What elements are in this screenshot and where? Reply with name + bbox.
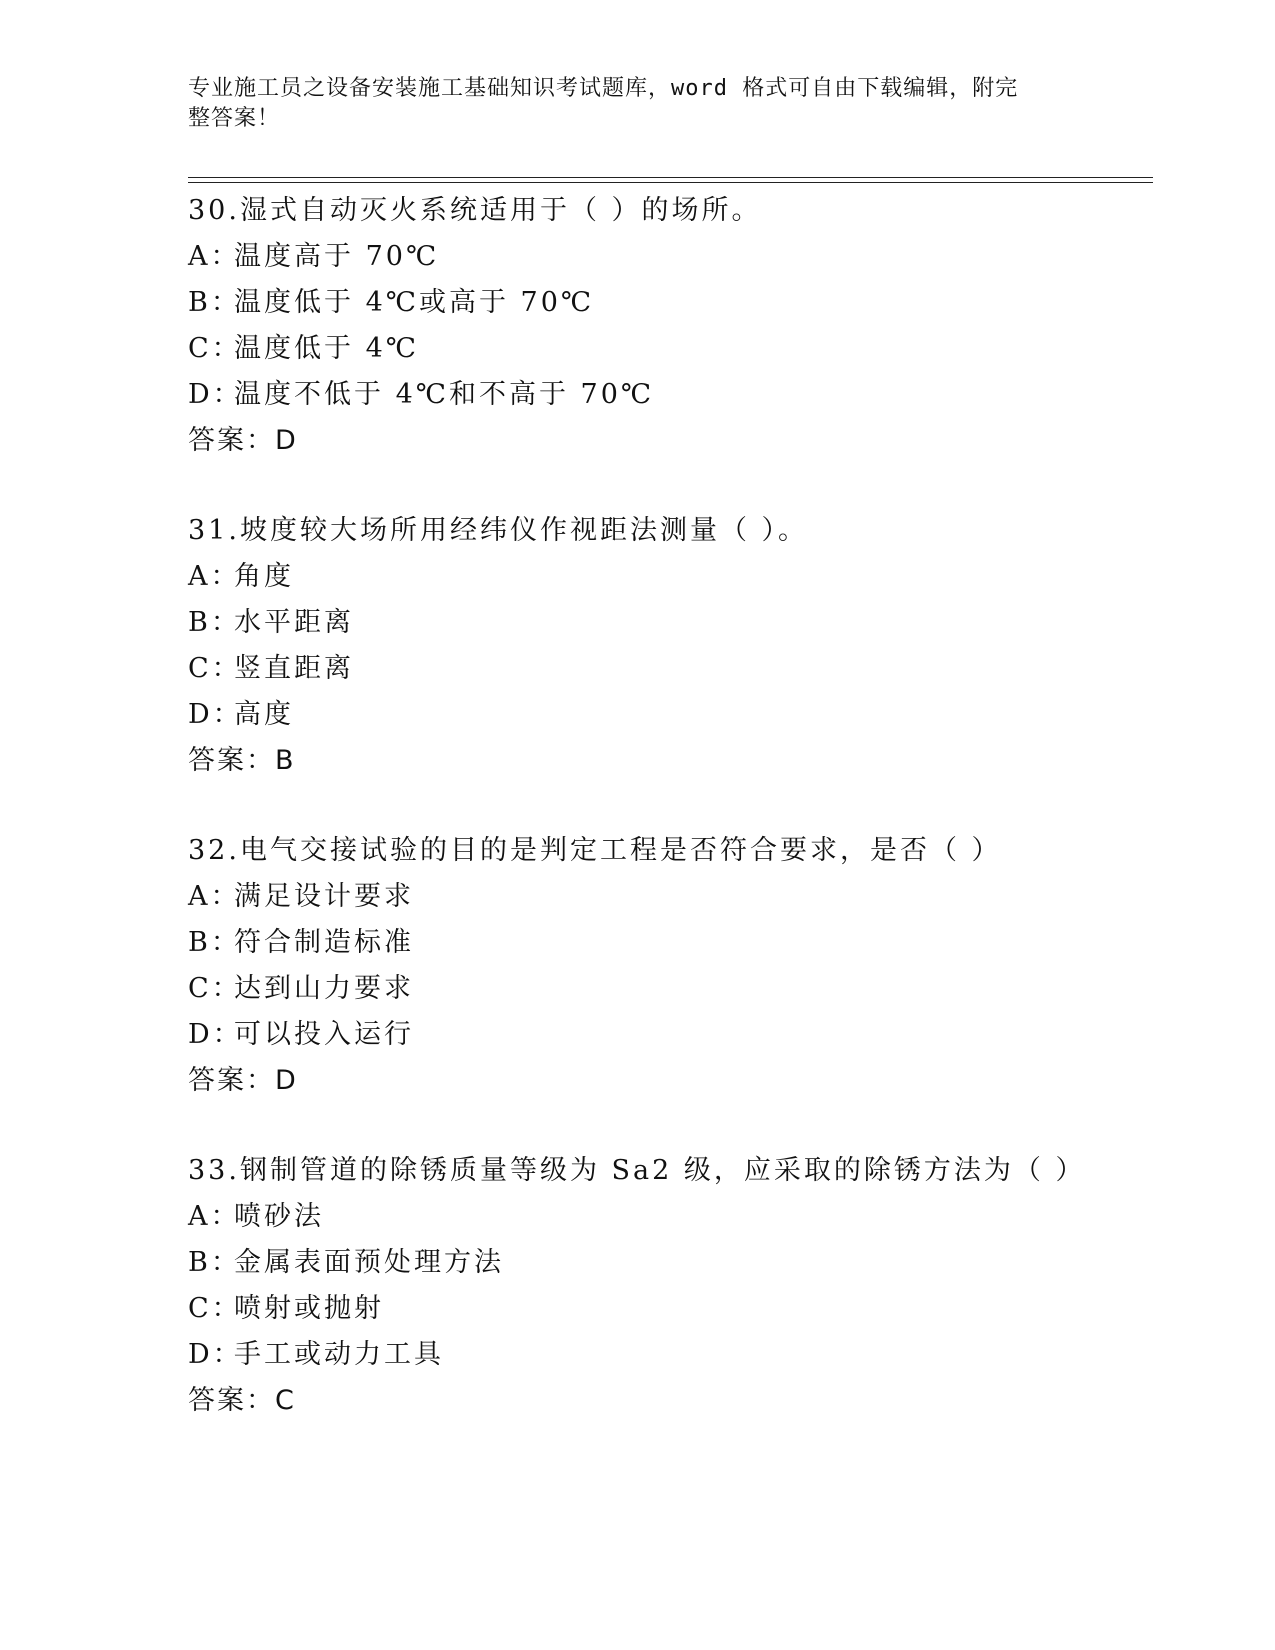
option-text: 可以投入运行 xyxy=(234,1019,414,1050)
option-letter: A： xyxy=(188,881,241,912)
question-stem: 32.电气交接试验的目的是判定工程是否符合要求，是否（ ） xyxy=(188,835,1002,866)
option-letter: D： xyxy=(188,699,243,730)
option-letter: B： xyxy=(188,607,241,638)
question-stem: 31.坡度较大场所用经纬仪作视距法测量（ ）。 xyxy=(188,515,809,546)
option-d xyxy=(188,1012,1153,1058)
option-c xyxy=(188,966,1153,1012)
option-text: 喷射或抛射 xyxy=(234,1293,384,1324)
option-text: 金属表面预处理方法 xyxy=(234,1247,504,1278)
option-letter: B： xyxy=(188,927,241,958)
option-a xyxy=(188,874,1153,920)
question-spacer xyxy=(188,784,1153,828)
question-32 xyxy=(188,828,1153,1104)
option-a xyxy=(188,234,1153,280)
option-letter: B： xyxy=(188,287,241,318)
header-line-1: 专业施工员之设备安装施工基础知识考试题库，word 格式可自由下载编辑，附完 xyxy=(188,76,1019,101)
option-letter: C： xyxy=(188,973,242,1004)
option-letter: A： xyxy=(188,241,241,272)
option-letter: C： xyxy=(188,1293,242,1324)
option-text: 竖直距离 xyxy=(234,653,354,684)
option-letter: A： xyxy=(188,561,241,592)
header-line-2: 整答案！ xyxy=(188,106,281,131)
answer-line: 答案：D xyxy=(188,1065,298,1096)
answer-line: 答案：C xyxy=(188,1385,296,1416)
option-letter: D： xyxy=(188,379,243,410)
question-33 xyxy=(188,1148,1153,1424)
option-d xyxy=(188,372,1153,418)
option-letter: B： xyxy=(188,1247,241,1278)
header-divider-top xyxy=(188,177,1153,178)
option-c xyxy=(188,326,1153,372)
option-letter: D： xyxy=(188,1019,243,1050)
option-b xyxy=(188,920,1153,966)
option-c xyxy=(188,1286,1153,1332)
option-b xyxy=(188,600,1153,646)
option-letter: D： xyxy=(188,1339,243,1370)
option-text: 温度高于 70℃ xyxy=(234,241,440,272)
question-31 xyxy=(188,508,1153,784)
option-c xyxy=(188,646,1153,692)
option-d xyxy=(188,692,1153,738)
question-spacer xyxy=(188,1104,1153,1148)
option-text: 喷砂法 xyxy=(234,1201,324,1232)
header-divider-bottom xyxy=(188,182,1153,183)
option-text: 角度 xyxy=(234,561,294,592)
question-list xyxy=(188,188,1153,1424)
option-letter: C： xyxy=(188,653,242,684)
question-spacer xyxy=(188,464,1153,508)
answer-line: 答案：D xyxy=(188,425,298,456)
question-30 xyxy=(188,188,1153,464)
option-text: 水平距离 xyxy=(234,607,354,638)
option-text: 达到山力要求 xyxy=(234,973,414,1004)
document-header xyxy=(188,74,1088,134)
option-b xyxy=(188,280,1153,326)
option-text: 温度不低于 4℃和不高于 70℃ xyxy=(234,379,655,410)
option-text: 温度低于 4℃或高于 70℃ xyxy=(234,287,595,318)
option-a xyxy=(188,554,1153,600)
option-text: 温度低于 4℃ xyxy=(234,333,419,364)
option-letter: A： xyxy=(188,1201,241,1232)
question-stem: 33.钢制管道的除锈质量等级为 Sa2 级，应采取的除锈方法为（ ） xyxy=(188,1155,1086,1186)
option-text: 满足设计要求 xyxy=(234,881,414,912)
option-b xyxy=(188,1240,1153,1286)
option-text: 高度 xyxy=(234,699,294,730)
answer-line: 答案：B xyxy=(188,745,296,776)
question-stem: 30.湿式自动灭火系统适用于（ ）的场所。 xyxy=(188,195,762,226)
option-text: 符合制造标准 xyxy=(234,927,414,958)
option-a xyxy=(188,1194,1153,1240)
option-d xyxy=(188,1332,1153,1378)
option-letter: C： xyxy=(188,333,242,364)
option-text: 手工或动力工具 xyxy=(234,1339,444,1370)
